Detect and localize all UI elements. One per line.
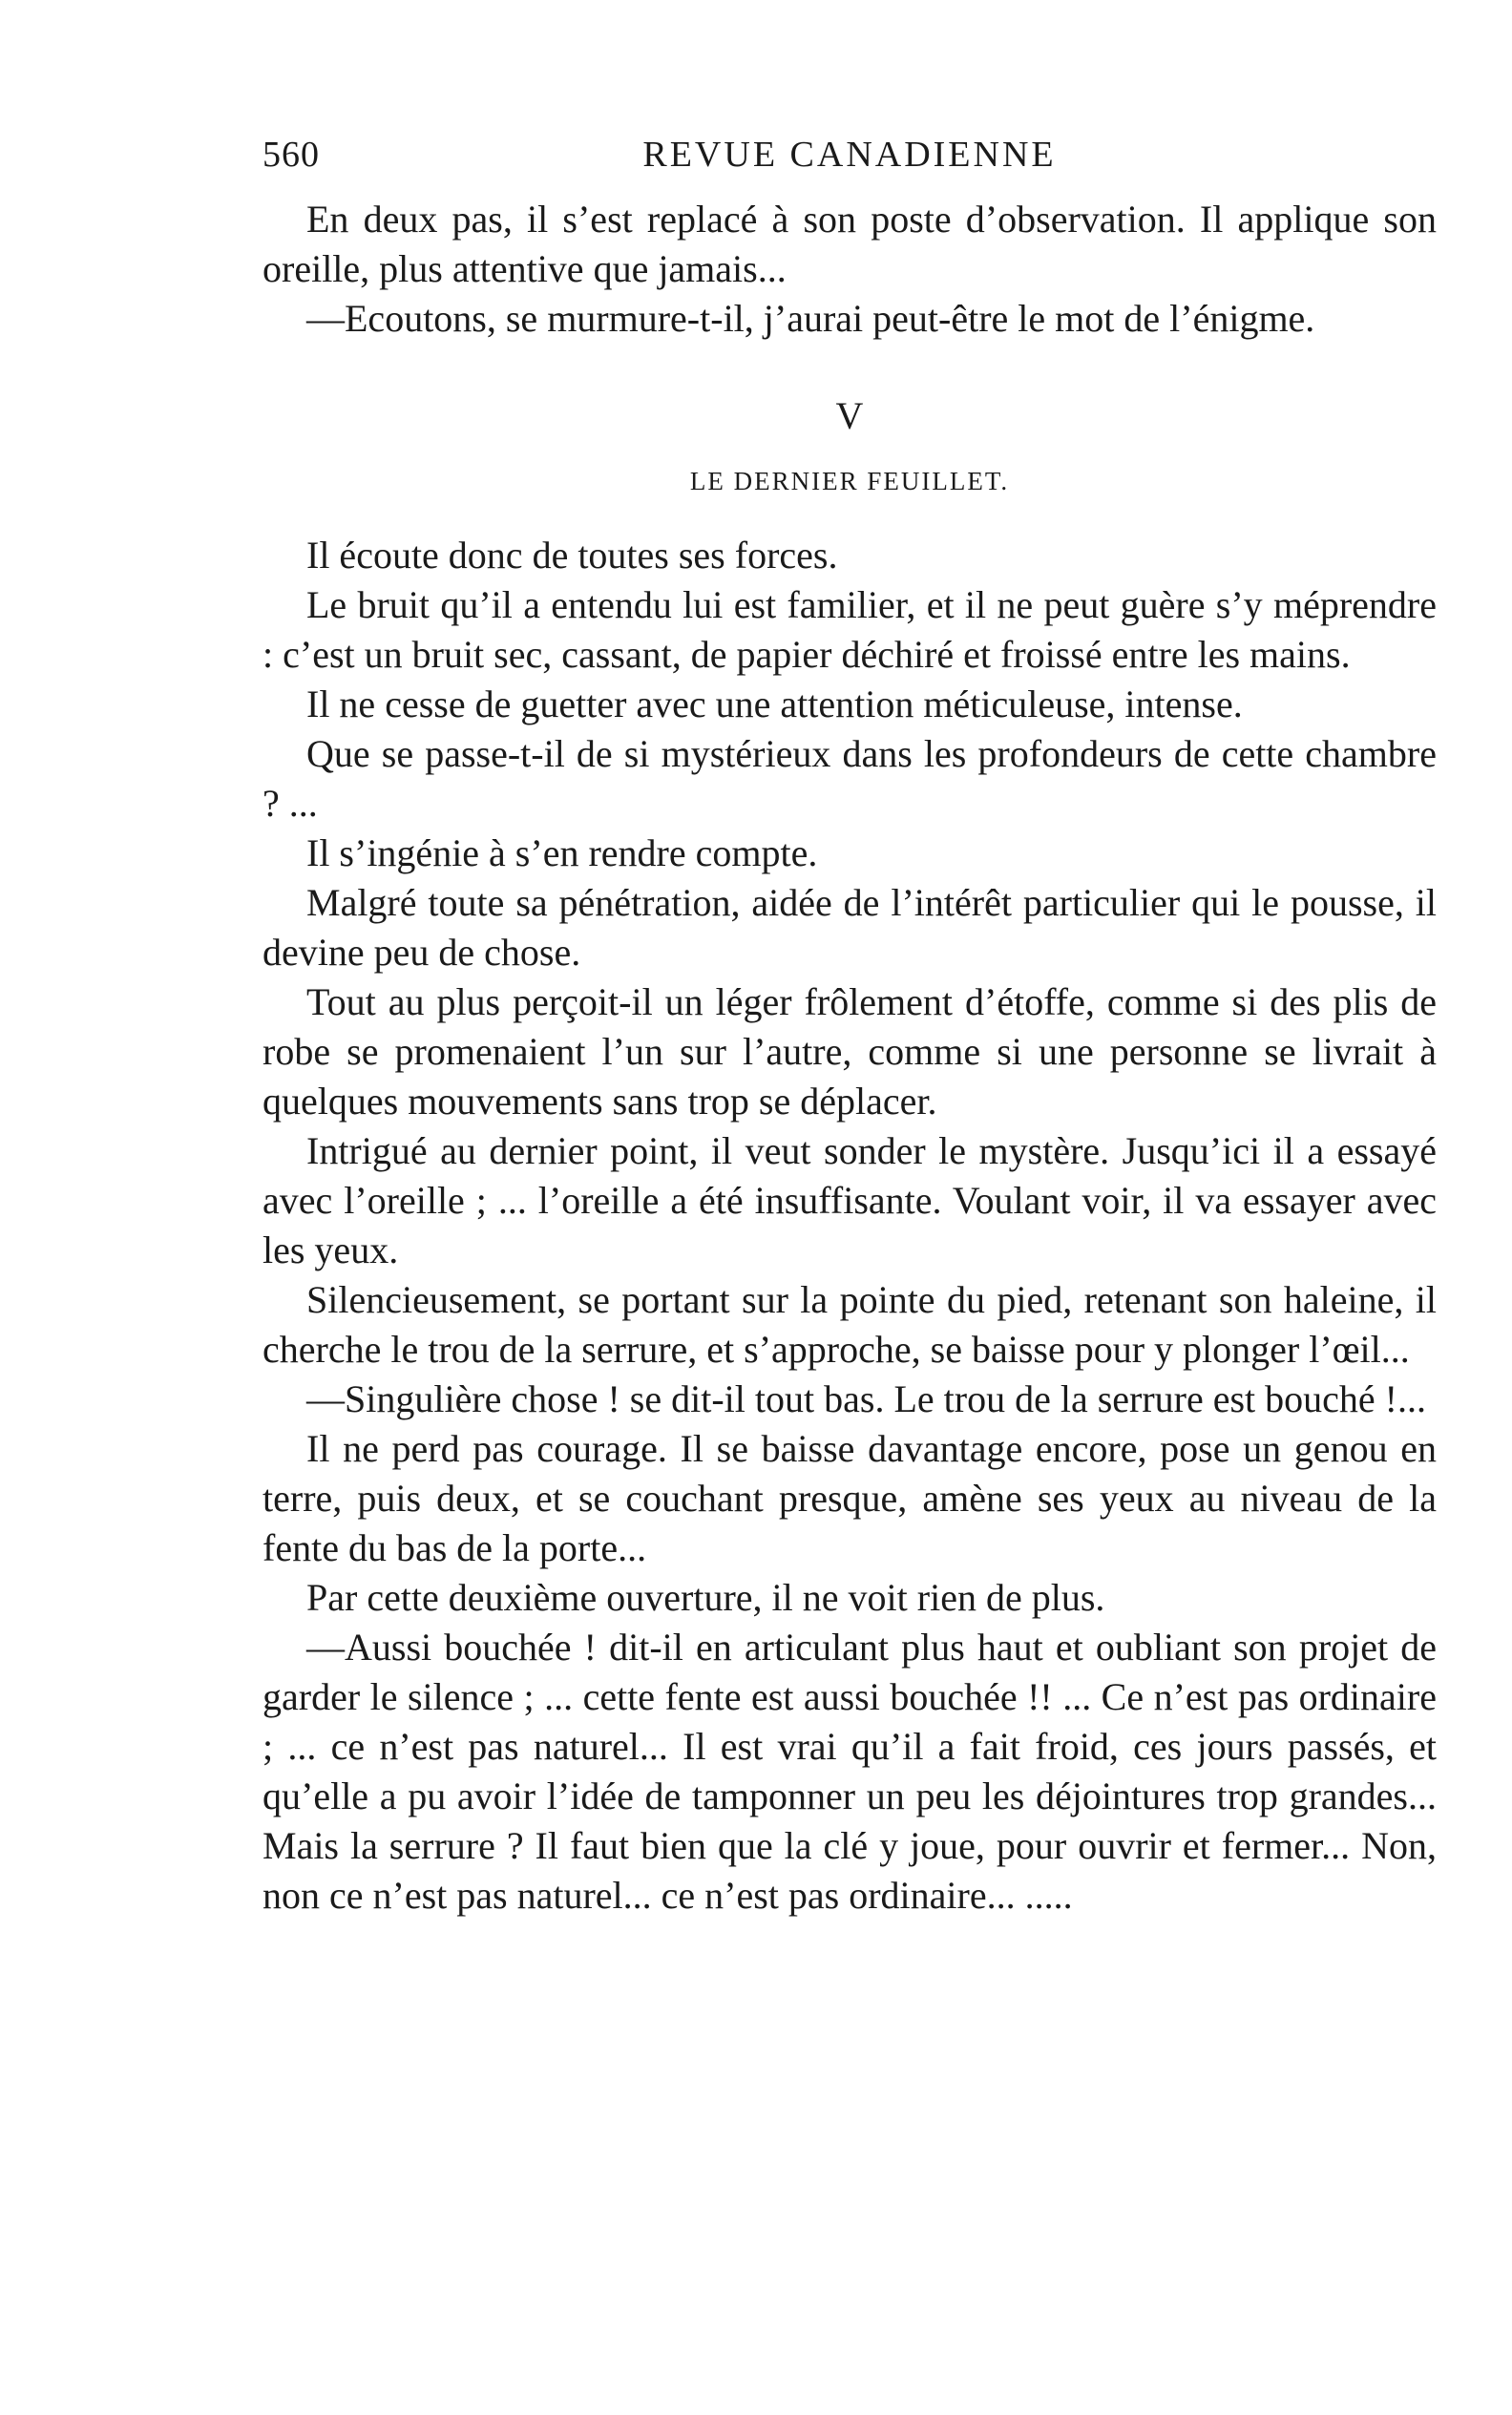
paragraph: Intrigué au dernier point, il veut sonder le mystère. Jusqu’ici il a essayé avec l’oreille ; ... l’oreille a été insuffisante. Voulant voir, il va essayer avec les yeux. [262, 1129, 1437, 1271]
paragraph: —Singulière chose ! se dit-il tout bas. Le trou de la serrure est bouché !... [306, 1377, 1426, 1420]
page-number: 560 [262, 135, 320, 175]
paragraph: Il écoute donc de toutes ses forces. [306, 534, 838, 577]
chapter-number: V [835, 394, 864, 437]
paragraph: Il ne perd pas courage. Il se baisse davantage encore, pose un genou en terre, puis deux, et se couchant presque, amène ses yeux au niveau de la fente du bas de la porte... [262, 1427, 1437, 1569]
journal-title: REVUE CANADIENNE [642, 135, 1057, 175]
paragraph: Le bruit qu’il a entendu lui est familier, et il ne peut guère s’y méprendre : c’est un bruit sec, cassant, de papier déchiré et froissé entre les mains. [262, 583, 1437, 676]
paragraph: En deux pas, il s’est replacé à son poste d’observation. Il applique son oreille, plus attentive que jamais... [262, 198, 1437, 290]
paragraph: —Aussi bouchée ! dit-il en articulant plus haut et oubliant son projet de garder le silence ; ... cette fente est aussi bouchée !! ... Ce n’est pas ordinaire ; ... ce n’est pas naturel... Il est vrai qu’il a fait froid, ces jours passés, et qu’elle a pu avoir l’idée de tamponner un peu les déjointures trop grandes... Mais la serrure ? Il faut bien que la clé y joue, pour ouvrir et fermer... Non, non ce n’est pas naturel... ce n’est pas ordinaire... ..... [262, 1626, 1437, 1917]
chapter-body [262, 531, 1437, 1921]
paragraph: Il s’ingénie à s’en rendre compte. [306, 831, 818, 874]
running-head [262, 134, 1437, 195]
book-page [262, 134, 1437, 1921]
paragraph: —Ecoutons, se murmure-t-il, j’aurai peut-être le mot de l’énigme. [306, 297, 1315, 340]
paragraph: Il ne cesse de guetter avec une attention méticuleuse, intense. [306, 682, 1243, 725]
paragraph: Malgré toute sa pénétration, aidée de l’intérêt particulier qui le pousse, il devine peu de chose. [262, 881, 1437, 974]
paragraph: Que se passe-t-il de si mystérieux dans les profondeurs de cette chambre ? ... [262, 732, 1437, 825]
paragraph: Par cette deuxième ouverture, il ne voit rien de plus. [306, 1576, 1105, 1619]
intro-text [262, 195, 1437, 344]
paragraph: Silencieusement, se portant sur la pointe du pied, retenant son haleine, il cherche le trou de la serrure, et s’approche, se baisse pour y plonger l’œil... [262, 1278, 1437, 1371]
chapter-title: LE DERNIER FEUILLET. [689, 467, 1010, 495]
paragraph: Tout au plus perçoit-il un léger frôlement d’étoffe, comme si des plis de robe se promenaient l’un sur l’autre, comme si une personne se livrait à quelques mouvements sans trop se déplacer. [262, 980, 1437, 1123]
